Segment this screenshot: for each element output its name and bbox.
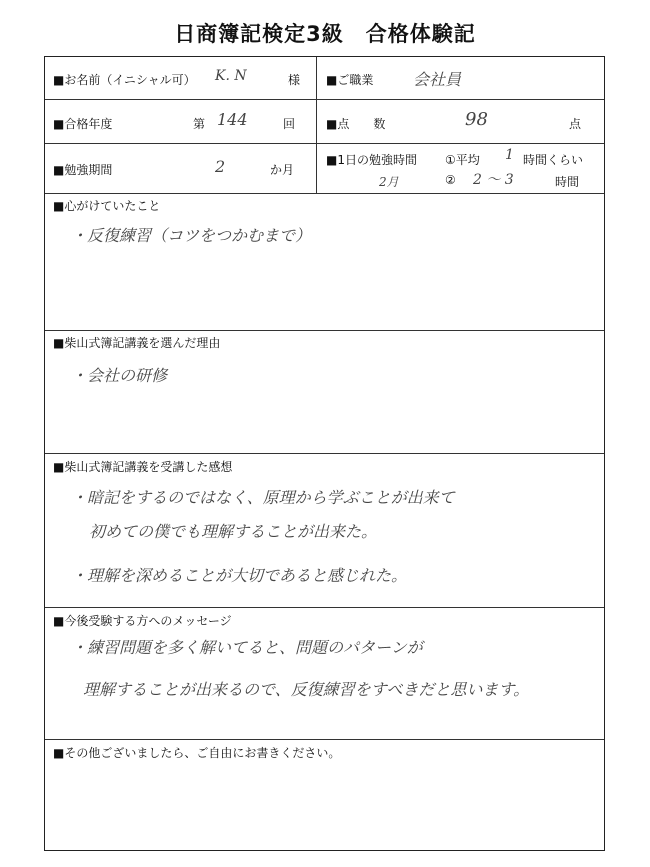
row-divider bbox=[45, 143, 604, 144]
section-message-line: ・練習問題を多く解いてると、問題のパターンが bbox=[71, 638, 423, 657]
section-impression-line: 初めての僕でも理解することが出来た。 bbox=[89, 522, 378, 541]
score-label: ■点 数 bbox=[326, 117, 386, 131]
row-divider bbox=[45, 330, 604, 331]
name-value: K. N bbox=[215, 68, 247, 84]
daily-second-label: ② bbox=[445, 173, 456, 187]
period-value: 2 bbox=[215, 157, 226, 176]
section-mindset-label: ■心がけていたこと bbox=[53, 199, 161, 213]
section-message-label: ■今後受験する方へのメッセージ bbox=[53, 614, 232, 628]
section-reason-label: ■柴山式簿記講義を選んだ理由 bbox=[53, 336, 221, 350]
row-divider bbox=[45, 607, 604, 608]
row-divider bbox=[45, 739, 604, 740]
name-suffix: 様 bbox=[288, 73, 301, 87]
row-divider bbox=[45, 453, 604, 454]
daily-avg-suffix: 時間くらい bbox=[523, 153, 584, 167]
year-prefix: 第 bbox=[193, 117, 206, 131]
daily-second-value: 2 〜 3 bbox=[473, 172, 514, 188]
row-divider bbox=[45, 193, 604, 194]
daily-avg-label: ①平均 bbox=[445, 153, 480, 167]
year-suffix: 回 bbox=[283, 117, 296, 131]
name-label: ■お名前（イニシャル可） bbox=[53, 73, 196, 87]
year-label: ■合格年度 bbox=[53, 117, 113, 131]
year-value: 144 bbox=[217, 110, 248, 129]
section-reason-text: ・会社の研修 bbox=[71, 366, 168, 385]
section-impression-line: ・暗記をするのではなく、原理から学ぶことが出来て bbox=[71, 488, 455, 507]
section-other-label: ■その他ございましたら、ご自由にお書きください。 bbox=[53, 746, 341, 760]
experience-form bbox=[44, 56, 605, 851]
section-impression-line: ・理解を深めることが大切であると感じれた。 bbox=[71, 566, 408, 585]
occupation-value: 会社員 bbox=[413, 70, 462, 89]
period-suffix: か月 bbox=[270, 163, 295, 177]
daily-second-suffix: 時間 bbox=[555, 175, 580, 189]
section-impression-label: ■柴山式簿記講義を受講した感想 bbox=[53, 460, 233, 474]
section-message-line: 理解することが出来るので、反復練習をすべきだと思います。 bbox=[83, 680, 530, 699]
score-value: 98 bbox=[465, 109, 488, 130]
occupation-label: ■ご職業 bbox=[326, 73, 374, 87]
daily-label: ■1日の勉強時間 bbox=[326, 153, 417, 167]
score-suffix: 点 bbox=[569, 117, 582, 131]
daily-note: 2月 bbox=[379, 175, 399, 189]
row-divider bbox=[45, 99, 604, 100]
period-label: ■勉強期間 bbox=[53, 163, 113, 177]
section-mindset-text: ・反復練習（コツをつかむまで） bbox=[71, 226, 312, 245]
page-title: 日商簿記検定3級 合格体験記 bbox=[174, 22, 476, 46]
daily-avg-value: 1 bbox=[505, 147, 514, 163]
column-divider bbox=[316, 57, 317, 193]
